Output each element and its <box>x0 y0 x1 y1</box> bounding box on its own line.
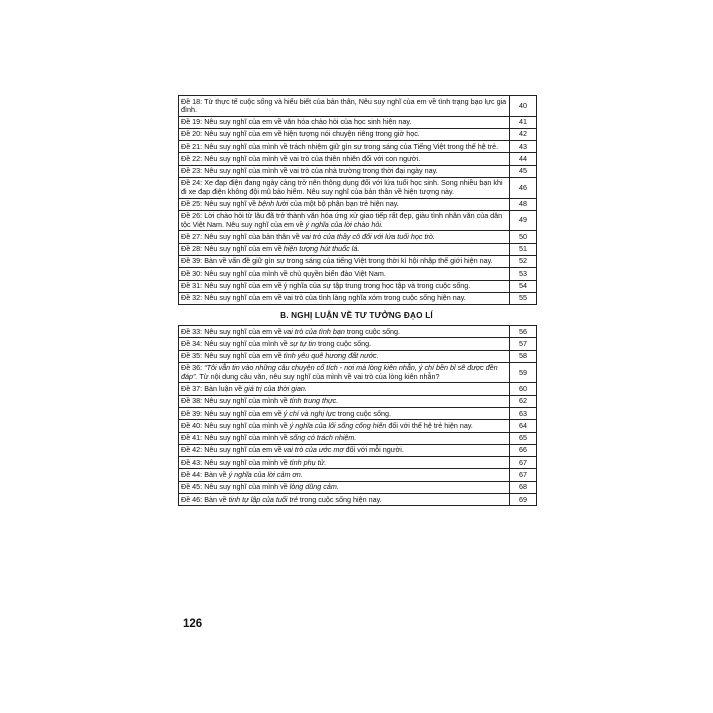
toc-topic <box>179 420 510 432</box>
toc-page-ref: 63 <box>510 408 537 420</box>
toc-topic <box>179 210 510 231</box>
topic-text: Nêu suy nghĩ của em về <box>204 408 284 418</box>
topic-text: Từ nội dung câu văn, nêu suy nghĩ của mình về vai trò của lòng kiên nhẫn? <box>199 371 440 381</box>
topic-text: của một bộ phận bạn trẻ hiện nay. <box>288 199 399 209</box>
topic-text: ý nghĩa của lời chào hỏi. <box>305 219 383 229</box>
topic-text: Bàn về <box>204 469 229 479</box>
topic-text: trong cuộc sống. <box>315 338 372 348</box>
topic-label: Đề 35: <box>181 351 203 361</box>
topic-text: Xe đạp điện đang ngày càng trở nên thông dụng đối với lứa tuổi học sinh. Song nhiều bạn khi đi xe đạp điện không đội mũ bảo hiểm. Nêu suy nghĩ của bản thân về hiện tượng này. <box>181 178 503 196</box>
toc-page-ref: 62 <box>510 395 537 407</box>
toc-topic <box>179 444 510 456</box>
topic-text: Bàn về <box>204 494 229 504</box>
topic-label: Đề 30: <box>181 268 203 278</box>
toc-row <box>179 408 537 420</box>
topic-text: Nêu suy nghĩ của mình về <box>204 457 290 467</box>
toc-page-ref: 60 <box>510 383 537 395</box>
toc-page-ref: 55 <box>510 292 537 304</box>
topic-label: Đề 21: <box>181 141 203 151</box>
toc-row <box>179 292 537 304</box>
topic-text: ý chí và nghị lực <box>283 408 336 418</box>
toc-row <box>179 128 537 140</box>
toc-page-ref: 67 <box>510 469 537 481</box>
topic-label: Đề 22: <box>181 153 203 163</box>
topic-text: Nêu suy nghĩ của mình về vai trò của thiên nhiên đối với con người. <box>204 153 421 163</box>
topic-label: Đề 36: <box>181 363 203 373</box>
topic-text: Nêu suy nghĩ của mình về <box>204 396 290 406</box>
toc-page-ref: 56 <box>510 326 537 338</box>
topic-text: Nêu suy nghĩ của em về <box>204 351 284 361</box>
toc-page-ref: 66 <box>510 444 537 456</box>
topic-text: trong cuộc sống hiện nay. <box>297 494 382 504</box>
topic-text: ý nghĩa của lời cảm ơn. <box>228 469 303 479</box>
topic-text: lòng dũng cảm. <box>289 482 339 492</box>
toc-page-ref: 41 <box>510 116 537 128</box>
toc-topic <box>179 165 510 177</box>
topic-text: Nêu suy nghĩ của mình về trách nhiệm giữ gìn sự trong sáng của Tiếng Việt trong thế hệ trẻ. <box>204 141 499 151</box>
topic-text: Nêu suy nghĩ của mình về <box>204 420 290 430</box>
topic-text: “Tôi vẫn tin vào những câu chuyện cổ tích - nơi mà lòng kiên nhẫn, ý chí bền bỉ sẽ được đền đáp”. <box>181 363 498 381</box>
toc-row <box>179 280 537 292</box>
toc-topic <box>179 141 510 153</box>
toc-topic <box>179 243 510 255</box>
toc-page <box>178 95 535 506</box>
topic-label: Đề 45: <box>181 482 203 492</box>
topic-label: Đề 33: <box>181 326 203 336</box>
section-b-title: B. NGHỊ LUẬN VỀ TƯ TƯỞNG ĐẠO LÍ <box>280 311 433 321</box>
topic-text: tinh tự lập của tuổi trẻ <box>228 494 298 504</box>
topic-text: ý nghĩa của lối sống cống hiến <box>289 420 387 430</box>
toc-page-ref: 58 <box>510 350 537 362</box>
toc-row <box>179 362 537 383</box>
toc-page-ref: 40 <box>510 96 537 117</box>
toc-topic <box>179 395 510 407</box>
topic-text: vai trò của tình bạn <box>283 326 345 336</box>
toc-row <box>179 457 537 469</box>
toc-topic <box>179 481 510 493</box>
toc-topic <box>179 494 510 506</box>
toc-row <box>179 198 537 210</box>
toc-row <box>179 395 537 407</box>
toc-row <box>179 338 537 350</box>
topic-text: vai trò của thầy cô đối với lứa tuổi học trò. <box>301 231 435 241</box>
toc-page-ref: 57 <box>510 338 537 350</box>
topic-label: Đề 20: <box>181 129 203 139</box>
topic-text: Nêu suy nghĩ của em về <box>204 326 284 336</box>
topic-label: Đề 43: <box>181 457 203 467</box>
topic-label: Đề 27: <box>181 231 203 241</box>
toc-page-ref: 45 <box>510 165 537 177</box>
toc-page-ref: 64 <box>510 420 537 432</box>
topic-text: Nêu suy nghĩ của mình về <box>204 433 290 443</box>
topic-text: Nêu suy nghĩ của mình về <box>204 482 290 492</box>
topic-label: Đề 34: <box>181 338 203 348</box>
topic-text: Nêu suy nghĩ về <box>204 199 259 209</box>
toc-row <box>179 153 537 165</box>
toc-page-ref: 65 <box>510 432 537 444</box>
topic-label: Đề 38: <box>181 396 203 406</box>
topic-text: tính phụ tử. <box>289 457 327 467</box>
toc-page-ref: 53 <box>510 268 537 280</box>
toc-row <box>179 243 537 255</box>
topic-label: Đề 41: <box>181 433 203 443</box>
toc-topic <box>179 326 510 338</box>
topic-label: Đề 32: <box>181 293 203 303</box>
toc-page-ref: 59 <box>510 362 537 383</box>
topic-text: Nêu suy nghĩ của em về vai trò của tình làng nghĩa xóm trong cuộc sống hiện nay. <box>204 293 466 303</box>
topic-label: Đề 40: <box>181 420 203 430</box>
toc-page-ref: 43 <box>510 141 537 153</box>
toc-topic <box>179 432 510 444</box>
toc-page-ref: 48 <box>510 198 537 210</box>
toc-topic <box>179 338 510 350</box>
topic-label: Đề 26: <box>181 211 203 221</box>
toc-page-ref: 46 <box>510 177 537 198</box>
toc-row <box>179 141 537 153</box>
toc-topic <box>179 383 510 395</box>
topic-label: Đề 19: <box>181 117 203 127</box>
toc-topic <box>179 116 510 128</box>
toc-page-ref: 54 <box>510 280 537 292</box>
toc-page-ref: 49 <box>510 210 537 231</box>
topic-text: Nêu suy nghĩ của bản thân về <box>204 231 302 241</box>
toc-topic <box>179 255 510 267</box>
topic-text: tình yêu quê hương đất nước. <box>283 351 379 361</box>
toc-row <box>179 350 537 362</box>
toc-row <box>179 165 537 177</box>
toc-page-ref: 69 <box>510 494 537 506</box>
toc-page-ref: 52 <box>510 255 537 267</box>
topic-text: đối với thế hệ trẻ hiện nay. <box>386 420 473 430</box>
toc-page-ref: 44 <box>510 153 537 165</box>
topic-label: Đề 31: <box>181 281 203 290</box>
topic-text: Bàn về vấn đề giữ gìn sự trong sáng của tiếng Việt trong thời kì hội nhập thế giới hiện nay. <box>204 256 493 266</box>
toc-topic <box>179 469 510 481</box>
toc-row <box>179 231 537 243</box>
topic-text: tính trung thực. <box>289 396 339 406</box>
topic-text: Bàn luận về <box>204 383 245 393</box>
toc-page-ref: 67 <box>510 457 537 469</box>
toc-page-ref: 50 <box>510 231 537 243</box>
toc-topic <box>179 457 510 469</box>
topic-text: hiện tượng hút thuốc lá. <box>283 244 360 254</box>
toc-row <box>179 494 537 506</box>
topic-text: Nêu suy nghĩ của em về <box>204 244 284 254</box>
topic-text: trong cuộc sống. <box>344 326 400 336</box>
toc-row <box>179 116 537 128</box>
topic-label: Đề 23: <box>181 166 203 176</box>
toc-topic <box>179 268 510 280</box>
topic-label: Đề 18: <box>181 96 203 106</box>
toc-topic <box>179 292 510 304</box>
toc-page-ref: 68 <box>510 481 537 493</box>
toc-row <box>179 383 537 395</box>
topic-text: bệnh lười <box>258 199 289 209</box>
topic-text: Lời chào hỏi từ lâu đã trở thành văn hóa ứng xử giao tiếp rất đẹp, giàu tình nhân văn của dân tộc Việt Nam. Nêu suy nghĩ của em về <box>181 211 503 229</box>
toc-topic <box>179 153 510 165</box>
toc-topic <box>179 231 510 243</box>
toc-row <box>179 255 537 267</box>
toc-row <box>179 96 537 117</box>
toc-row <box>179 210 537 231</box>
page-number: 126 <box>183 618 203 630</box>
toc-topic <box>179 96 510 117</box>
topic-text: Nêu suy nghĩ của mình về chủ quyền biển đảo Việt Nam. <box>204 268 386 278</box>
topic-label: Đề 25: <box>181 199 203 209</box>
topic-text: Nêu suy nghĩ của mình về vai trò của nhà trường trong thời đại ngày nay. <box>204 166 438 176</box>
topic-label: Đề 44: <box>181 469 203 479</box>
topic-text: Nêu suy nghĩ của em về ý nghĩa của sự tập trung trong học tập và trong cuộc sống. <box>204 281 471 290</box>
toc-topic <box>179 177 510 198</box>
toc-row <box>179 420 537 432</box>
toc-table-section-b <box>178 325 537 506</box>
topic-label: Đề 39: <box>181 256 203 266</box>
toc-table-section-a <box>178 95 537 305</box>
topic-text: Nêu suy nghĩ của em về <box>204 445 284 455</box>
topic-text: Nêu suy nghĩ của mình về <box>204 338 290 348</box>
toc-topic <box>179 362 510 383</box>
topic-label: Đề 24: <box>181 178 203 188</box>
topic-label: Đề 37: <box>181 383 203 393</box>
toc-row <box>179 444 537 456</box>
toc-topic <box>179 408 510 420</box>
toc-row <box>179 481 537 493</box>
toc-row <box>179 469 537 481</box>
topic-text: sự tự tin <box>289 338 316 348</box>
topic-label: Đề 28: <box>181 244 203 254</box>
toc-page-ref: 42 <box>510 128 537 140</box>
topic-text: sống có trách nhiệm. <box>289 433 357 443</box>
toc-topic <box>179 128 510 140</box>
topic-label: Đề 39: <box>181 408 203 418</box>
toc-row <box>179 268 537 280</box>
toc-topic <box>179 350 510 362</box>
toc-topic <box>179 198 510 210</box>
toc-topic <box>179 280 510 292</box>
topic-label: Đề 46: <box>181 494 203 504</box>
topic-text: Từ thực tế cuộc sống và hiểu biết của bản thân, Nêu suy nghĩ của em về tình trạng bạo lực gia đình. <box>181 96 507 114</box>
topic-text: trong cuộc sống. <box>335 408 391 418</box>
toc-page-ref: 51 <box>510 243 537 255</box>
topic-text: đối với mỗi người. <box>343 445 404 455</box>
topic-text: Nêu suy nghĩ của em về hiện tượng nói chuyện riêng trong giờ học. <box>204 129 420 139</box>
toc-row <box>179 177 537 198</box>
toc-row <box>179 432 537 444</box>
topic-text: giá trị của thời gian. <box>244 383 307 393</box>
topic-label: Đề 42: <box>181 445 203 455</box>
topic-text: vai trò của ước mơ <box>283 445 344 455</box>
topic-text: Nêu suy nghĩ của em về văn hóa chào hỏi của học sinh hiện nay. <box>204 117 412 127</box>
toc-row <box>179 326 537 338</box>
